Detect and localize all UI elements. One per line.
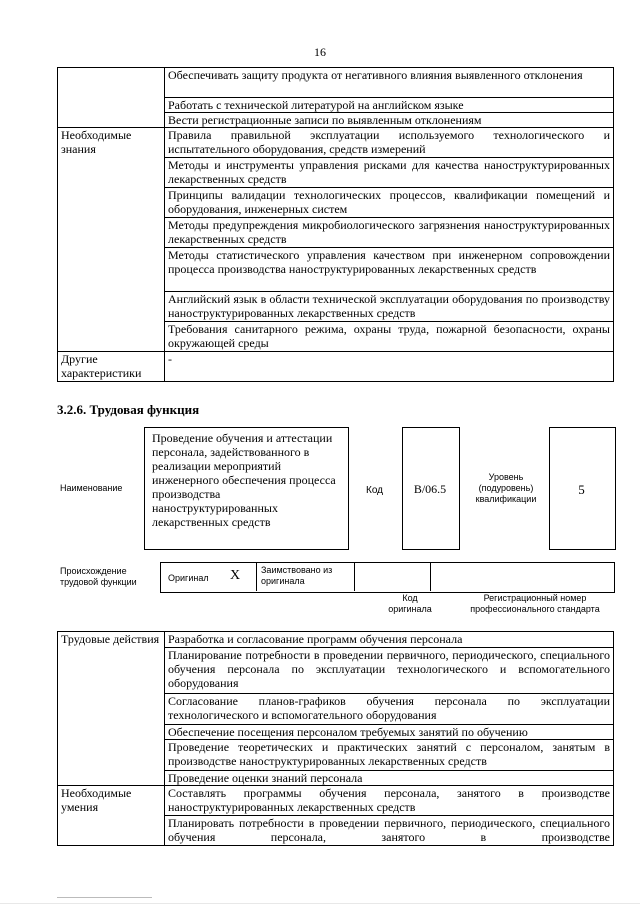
page-number: 16 [314, 45, 326, 59]
origin-box [160, 562, 615, 593]
scan-mark [57, 897, 152, 898]
reg-number-caption: Регистрационный номер профессионального стандарта [470, 593, 600, 614]
table-cell: Требования санитарного режима, охраны труда, пожарной безопасности, охраны окружающей среды [165, 322, 614, 352]
table-cell: Английский язык в области технической эксплуатации оборудования по производству наноструктурированных лекарственных средств [165, 292, 614, 322]
table-cell: Планирование потребности в проведении первичного, периодического, специального обучения персонала по эксплуатации технологического и вспомогательного оборудования [165, 648, 614, 694]
table-cell: Согласование планов-графиков обучения персонала по эксплуатации технологического и вспомогательного оборудования [165, 694, 614, 725]
table-cell: Разработка и согласование программ обучения персонала [165, 632, 614, 648]
row-label-actions: Трудовые действия [58, 632, 165, 786]
name-value: Проведение обучения и аттестации персонала, задействованного в реализации мероприятий инженерного обеспечения процесса производства наноструктурированных лекарственных средств [152, 431, 336, 529]
table-cell: Обеспечение посещения персоналом требуемых занятий по обучению [165, 725, 614, 740]
table-cell: Методы и инструменты управления рисками для качества наноструктурированных лекарственных средств [165, 158, 614, 188]
table-cell: Проведение оценки знаний персонала [165, 771, 614, 786]
table-cell: Работать с технической литературой на английском языке [165, 98, 614, 113]
origin-divider [256, 562, 257, 591]
table-cell: Обеспечивать защиту продукта от негативного влияния выявленного отклонения [165, 68, 614, 98]
code-original-caption: Код оригинала [388, 593, 432, 614]
row-label-skills: Необходимые умения [58, 786, 165, 846]
original-mark: X [230, 568, 241, 583]
row-label-other: Другие характеристики [58, 352, 165, 382]
competency-table-bottom [57, 631, 614, 846]
table-cell: Методы предупреждения микробиологического загрязнения наноструктурированных лекарственных средств [165, 218, 614, 248]
row-label [58, 68, 165, 128]
original-label: Оригинал [168, 573, 209, 583]
table-cell: Методы статистического управления качеством при инженерном сопровождении процесса производства наноструктурированных лекарственных средств [165, 248, 614, 292]
table-cell: Планировать потребности в проведении первичного, периодического, специального обучения персонала, занятого в производстве [165, 816, 614, 846]
name-label: Наименование [60, 483, 123, 493]
code-value: B/06.5 [413, 482, 447, 496]
section-heading: 3.2.6. Трудовая функция [57, 402, 200, 417]
scan-edge [0, 903, 640, 904]
origin-label: Происхождение трудовой функции [60, 566, 137, 587]
table-cell: Составлять программы обучения персонала, занятого в производстве наноструктурированных лекарственных средств [165, 786, 614, 816]
origin-divider [430, 562, 431, 591]
table-cell: - [165, 352, 614, 382]
table-cell: Вести регистрационные записи по выявленным отклонениям [165, 113, 614, 128]
table-cell: Принципы валидации технологических процессов, квалификации помещений и оборудования, инженерных систем [165, 188, 614, 218]
borrowed-label: Заимствовано из оригинала [261, 565, 333, 586]
competency-table-top [57, 67, 614, 382]
code-label: Код [366, 485, 384, 496]
origin-divider [354, 562, 355, 591]
row-label-knowledge: Необходимые знания [58, 128, 165, 352]
level-value: 5 [578, 482, 585, 497]
table-cell: Проведение теоретических и практических занятий с персоналом, занятым в производстве наноструктурированных лекарственных средств [165, 740, 614, 771]
table-cell: Правила правильной эксплуатации используемого технологического и испытательного оборудования, средств измерений [165, 128, 614, 158]
level-label: Уровень (подуровень) квалификации [475, 472, 537, 504]
